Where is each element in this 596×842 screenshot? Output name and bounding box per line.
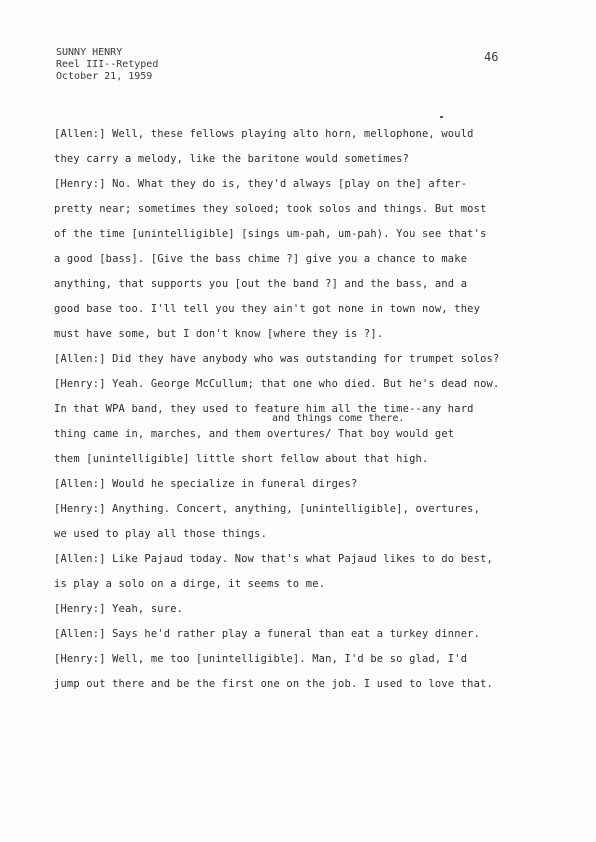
transcript-line: [Allen:] Like Pajaud today. Now that's what Pajaud likes to do best, <box>54 553 493 565</box>
transcript-line: [Henry:] No. What they do is, they'd always [play on the] after- <box>54 178 468 190</box>
interview-date: October 21, 1959 <box>56 71 153 82</box>
transcript-line: [Allen:] Says he'd rather play a funeral than eat a turkey dinner. <box>54 628 481 640</box>
transcript-line: they carry a melody, like the baritone would sometimes? <box>54 153 410 165</box>
interviewee-name: SUNNY HENRY <box>56 47 123 58</box>
transcript-line: is play a solo on a dirge, it seems to me. <box>54 578 326 590</box>
transcript-line: pretty near; sometimes they soloed; took solos and things. But most <box>54 203 487 215</box>
document-header <box>56 47 158 83</box>
page-number: 46 <box>484 50 499 64</box>
reel-label: Reel III--Retyped <box>56 59 159 70</box>
transcript-line: them [unintelligible] little short fellow about that high. <box>54 453 429 465</box>
transcript-line: [Henry:] Anything. Concert, anything, [unintelligible], overtures, <box>54 503 481 515</box>
transcript-line: thing came in, marches, and them overtures/ That boy would get <box>54 428 455 440</box>
transcript-line: [Henry:] Yeah, sure. <box>54 603 184 615</box>
transcript-body <box>54 122 524 697</box>
transcript-line: In that WPA band, they used to feature him all the time--any hard <box>54 403 474 415</box>
transcript-line: of the time [unintelligible] [sings um-pah, um-pah). You see that's <box>54 228 487 240</box>
transcript-line: [Henry:] Well, me too [unintelligible]. Man, I'd be so glad, I'd <box>54 653 468 665</box>
transcript-line: must have some, but I don't know [where they is ?]. <box>54 328 384 340</box>
transcript-line: a good [bass]. [Give the bass chime ?] give you a chance to make <box>54 253 468 265</box>
transcript-line: [Allen:] Did they have anybody who was outstanding for trumpet solos? <box>54 353 500 365</box>
transcript-line: [Allen:] Would he specialize in funeral dirges? <box>54 478 358 490</box>
transcript-line: [Allen:] Well, these fellows playing alto horn, mellophone, would <box>54 128 474 140</box>
transcript-line: anything, that supports you [out the band ?] and the bass, and a <box>54 278 468 290</box>
transcript-line: good base too. I'll tell you they ain't got none in town now, they <box>54 303 481 315</box>
transcript-line: we used to play all those things. <box>54 528 268 540</box>
transcript-line: jump out there and be the first one on the job. I used to love that. <box>54 678 493 690</box>
ink-mark <box>440 116 443 118</box>
transcript-line: [Henry:] Yeah. George McCullum; that one who died. But he's dead now. <box>54 378 500 390</box>
interlinear-insert: and things come there. <box>272 413 405 424</box>
